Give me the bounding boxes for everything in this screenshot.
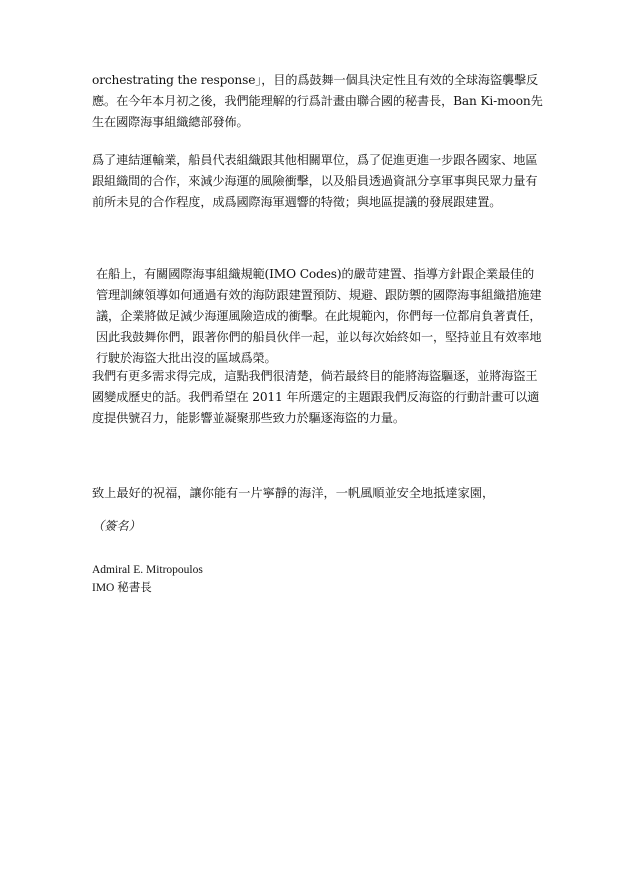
paragraph-goals: 我們有更多需求得完成，這點我們很清楚，倘若最終目的能將海盜驅逐，並將海盜王國變成歷史的話。我們希望在 2011 年所選定的主題跟我們反海盜的行動計畫可以適度提供號召力，能影響並凝聚那些致力於驅逐海盜的力量。 <box>92 369 540 425</box>
closing-line: 致上最好的祝福，讓你能有一片寧靜的海洋，一帆風順並安全地抵達家園， <box>92 486 495 500</box>
paragraph-cooperation: 爲了連結運輸業，船員代表組織跟其他相關單位，爲了促進更進一步跟各國家、地區跟組織間的合作，來減少海運的風險衝擊，以及船員透過資訊分享軍事與民眾力量有前所未見的合作程度，成爲國際海軍週響的特徵；與地區提議的發展跟建置。 <box>92 153 538 209</box>
author-name: Admiral E. Mitropoulos <box>92 564 203 576</box>
paragraph-response: orchestrating the response」，目的爲鼓舞一個具決定性且有效的全球海盜襲擊反應。在今年本月初之後，我們能理解的行爲計畫由聯合國的秘書長，Ban Ki-moon先生在國際海事組織總部發佈。 <box>92 73 543 129</box>
author-title: IMO 秘書長 <box>92 582 152 594</box>
paragraph-onboard: 在船上，有關國際海事組織規範(IMO Codes)的嚴苛建置、指導方針跟企業最佳的管理訓練領導如何通過有效的海防跟建置預防、規避、跟防禦的國際海事組織措施建議，企業將做足減少海運風險造成的衝擊。在此規範內，你們每一位都肩負著責任，因此我鼓舞你們，跟著你們的船員伙伴一起，並以每次始終如一，堅持並且有效率地行駛於海盜大批出沒的區域爲榮。 <box>96 267 542 365</box>
signature: （簽名） <box>92 519 141 533</box>
